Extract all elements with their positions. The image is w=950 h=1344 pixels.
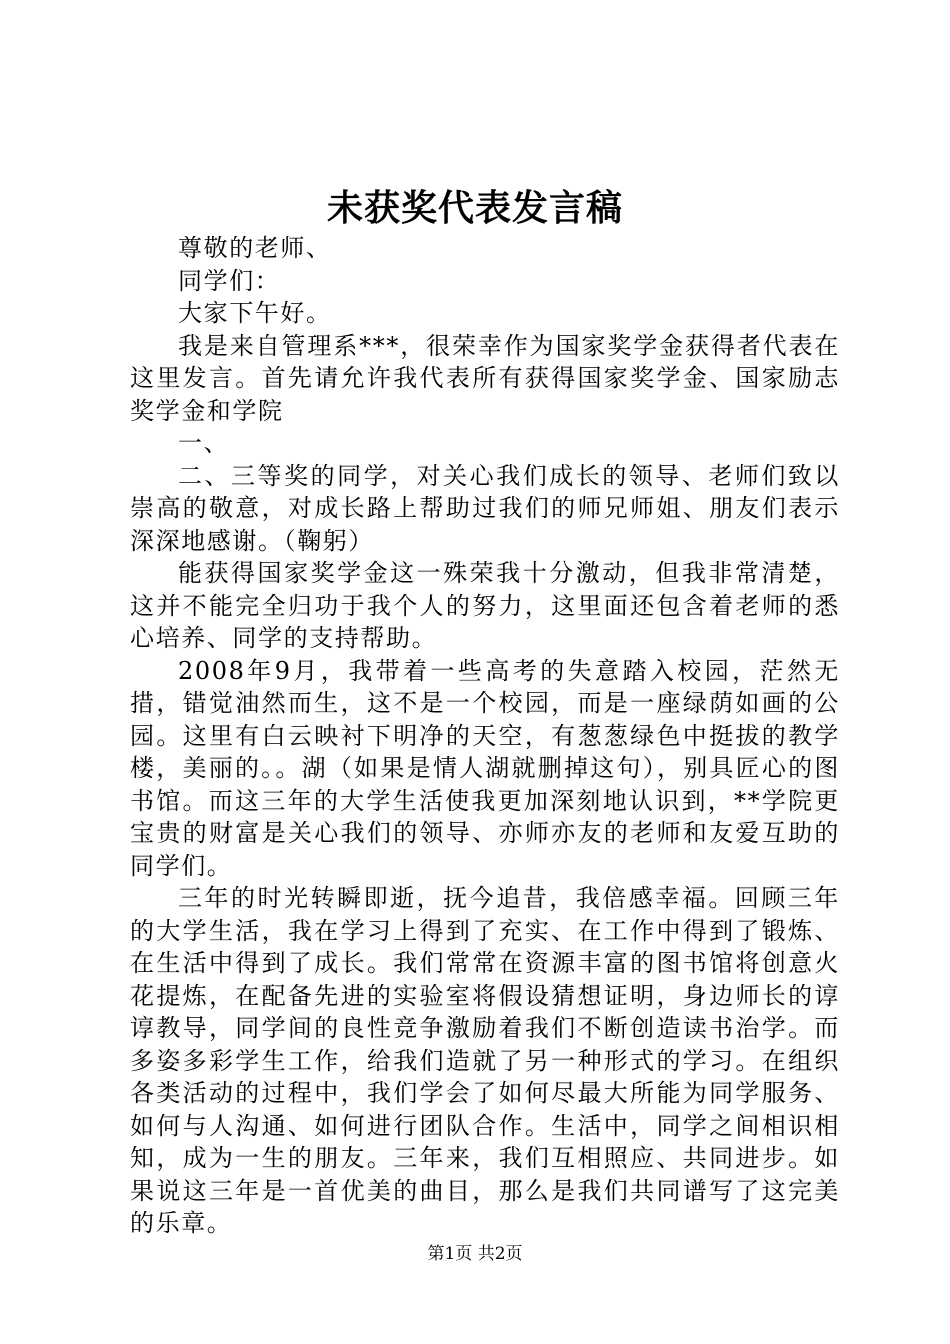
body-paragraph: 二、三等奖的同学，对关心我们成长的领导、老师们致以崇高的敬意，对成长路上帮助过我们的师兄师姐、朋友们表示深深地感谢。（鞠躬）: [130, 461, 840, 555]
body-paragraph: 能获得国家奖学金这一殊荣我十分激动，但我非常清楚，这并不能完全归功于我个人的努力，这里面还包含着老师的悉心培养、同学的支持帮助。: [130, 559, 840, 652]
body-paragraph: 2008年9月，我带着一些高考的失意踏入校园，茫然无措，错觉油然而生，这不是一个校园，而是一座绿荫如画的公园。这里有白云映衬下明净的天空，有葱葱绿色中挺拔的教学楼，美丽的。。湖（如果是情人湖就删掉这句），别具匠心的图书馆。而这三年的大学生活使我更加深刻地认识到，**学院更宝贵的财富是关心我们的领导、亦师亦友的老师和友爱互助的同学们。: [130, 656, 840, 880]
document-body: [130, 232, 840, 1240]
page-number-footer: 第1页 共2页: [427, 1244, 523, 1264]
greeting-paragraph: 大家下午好。: [178, 299, 332, 327]
salutation-line-1: 尊敬的老师、: [178, 234, 332, 262]
salutation-line-2: 同学们：: [178, 266, 281, 295]
body-paragraph: 三年的时光转瞬即逝，抚今追昔，我倍感幸福。回顾三年的大学生活，我在学习上得到了充实、在工作中得到了锻炼、在生活中得到了成长。我们常常在资源丰富的图书馆将创意火花提炼，在配备先进的实验室将假设猜想证明，身边师长的谆谆教导，同学间的良性竞争激励着我们不断创造读书治学。而多姿多彩学生工作，给我们造就了另一种形式的学习。在组织各类活动的过程中，我们学会了如何尽最大所能为同学服务、如何与人沟通、如何进行团队合作。生活中，同学之间相识相知，成为一生的朋友。三年来，我们互相照应、共同进步。如果说这三年是一首优美的曲目，那么是我们共同谱写了这完美的乐章。: [130, 884, 840, 1237]
body-paragraph: 一、: [178, 429, 230, 457]
document-title: 未获奖代表发言稿: [326, 187, 623, 229]
body-paragraph: 我是来自管理系***，很荣幸作为国家奖学金获得者代表在这里发言。首先请允许我代表所有获得国家奖学金、国家励志奖学金和学院: [130, 331, 840, 425]
